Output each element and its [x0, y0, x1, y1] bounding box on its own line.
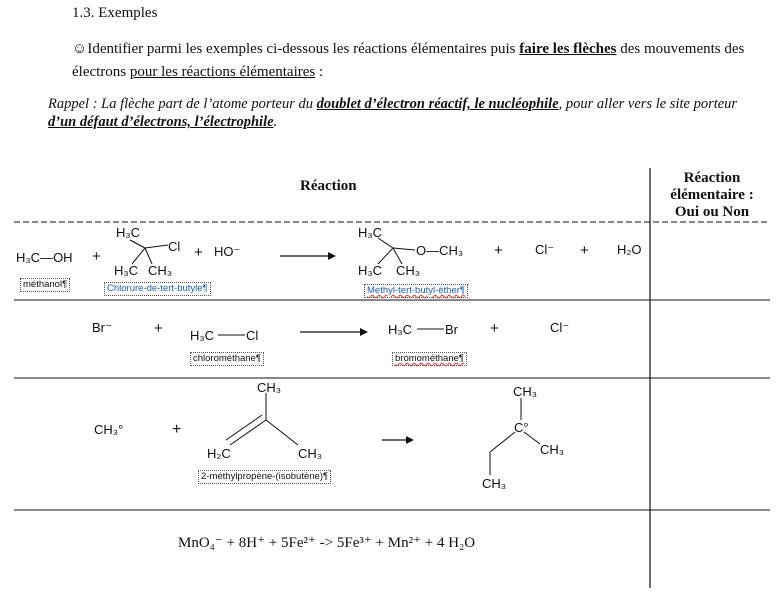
intro-text-2: des mouvements des électrons — [72, 41, 745, 80]
bond-isobutene-double-a — [230, 420, 266, 445]
product-ch3-top: CH₃ — [513, 384, 538, 399]
smiley-icon: ☺ — [72, 41, 88, 57]
plus-sign: + — [172, 421, 182, 438]
redox-equation: MnO₄⁻ + 8H⁺ + 5Fe²⁺ -> 5Fe³⁺ + Mn²⁺ + 4 H₂O — [178, 535, 476, 551]
tbucl-ch3: CH₃ — [148, 263, 173, 278]
tbucl-h3c-bottom: H₃C — [114, 263, 139, 278]
chloromethane-h3c: H₃C — [190, 328, 215, 343]
label-methanol: méthanol¶ — [20, 278, 70, 292]
intro-bold-text: faire les flèches — [519, 41, 617, 57]
isobutene-ch3-right: CH₃ — [298, 446, 323, 461]
chloride-ion: Cl⁻ — [550, 320, 570, 335]
water-formula: H₂O — [617, 242, 642, 257]
rappel-bold-2: d’un défaut d’électrons, l’électrophile — [48, 114, 274, 130]
intro-text-3: : — [315, 64, 324, 80]
rappel-text-2: , pour aller vers le site porteur — [558, 96, 738, 112]
reaction-arrow-2-head — [360, 328, 368, 336]
label-methyl-tert-butyl-ether: Methyl-tert-butyl-éther¶ — [364, 284, 468, 298]
chloride-ion: Cl⁻ — [535, 242, 555, 257]
bond-isobutene-double-b — [226, 415, 262, 440]
methanol-formula: H₃C—OH — [16, 250, 73, 265]
ether-h3c-bottom: H₃C — [358, 263, 383, 278]
bond-ether-2 — [393, 248, 415, 250]
bromomethane-br: Br — [445, 322, 458, 337]
rappel-bold-1: doublet d’électron réactif, le nucléophile — [316, 96, 559, 112]
bond-ether-4 — [393, 248, 402, 264]
column-header-elementaire — [652, 170, 772, 221]
rappel-text-1: Rappel : La flèche part de l’atome porteur du — [48, 96, 317, 112]
chloromethane-cl: Cl — [246, 328, 259, 343]
plus-sign: + — [490, 320, 499, 337]
section-heading: 1.3. Exemples — [72, 5, 158, 21]
plus-sign: + — [494, 242, 503, 259]
methyl-radical: CH₃° — [94, 422, 124, 437]
rappel-text-3: . — [273, 114, 278, 130]
bond-product-left — [490, 432, 515, 452]
bond-tbu-1 — [130, 240, 145, 248]
tbucl-cl: Cl — [168, 239, 181, 254]
ether-o-ch3: O—CH₃ — [416, 243, 464, 258]
bond-tbu-4 — [145, 248, 152, 264]
label-tert-butyl-chloride: Chlorure-de-tert-butyle¶ — [104, 282, 211, 296]
plus-sign: + — [92, 248, 101, 265]
bond-ether-3 — [378, 248, 393, 264]
label-chloromethane: chlorométhane¶ — [190, 352, 264, 366]
product-ch3-bottom: CH₃ — [482, 476, 507, 491]
isobutene-ch3-top: CH₃ — [257, 380, 282, 395]
ether-h3c-top: H₃C — [358, 225, 383, 240]
product-ch3-right: CH₃ — [540, 442, 565, 457]
column-header-elementaire-line-2: élémentaire : — [670, 187, 754, 203]
bromide-ion: Br⁻ — [92, 320, 112, 335]
intro-underlined-text: pour les réactions élémentaires — [129, 64, 316, 80]
product-carbocation: C° — [514, 420, 529, 435]
reaction-arrow-1-head — [328, 252, 336, 260]
plus-sign: + — [194, 244, 203, 261]
bromomethane-h3c: H₃C — [388, 322, 413, 337]
label-bromomethane: bromométhane¶ — [392, 352, 467, 366]
intro-text-1: Identifier parmi les exemples ci-dessous les réactions élémentaires puis — [87, 41, 520, 57]
column-header-elementaire-line-3: Oui ou Non — [674, 204, 750, 220]
reaction-arrow-3-head — [406, 436, 414, 444]
tbucl-h3c-top: H₃C — [116, 225, 141, 240]
column-header-reaction: Réaction — [300, 178, 357, 194]
ether-ch3: CH₃ — [396, 263, 421, 278]
bond-tbu-2 — [145, 245, 168, 248]
bond-tbu-3 — [132, 248, 145, 264]
bond-isobutene-right — [266, 420, 298, 445]
plus-sign: + — [580, 242, 589, 259]
plus-sign: + — [154, 320, 163, 337]
hydroxide-ion: HO⁻ — [214, 244, 241, 259]
isobutene-h2c: H₂C — [207, 446, 231, 461]
label-isobutene: 2-méthylpropène-(isobutène)¶ — [198, 470, 331, 484]
column-header-elementaire-line-1: Réaction — [683, 170, 741, 186]
